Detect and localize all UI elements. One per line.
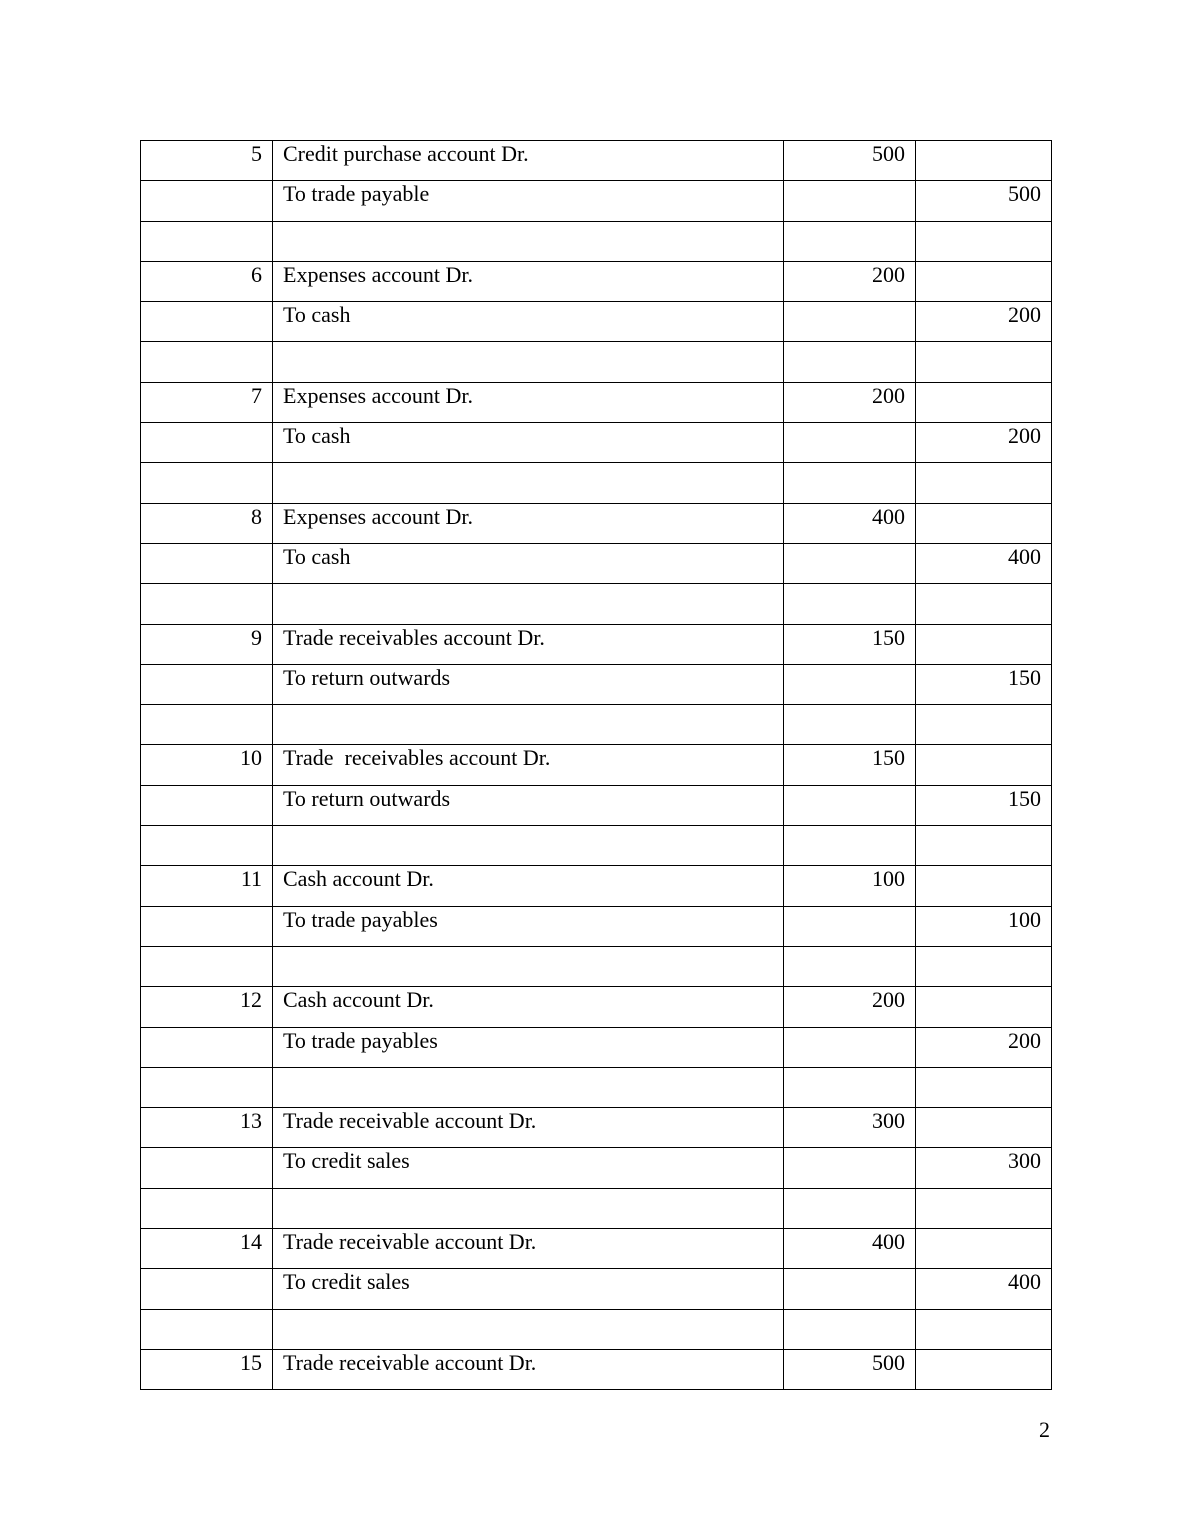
credit-amount-cell (916, 261, 1052, 301)
table-row (141, 866, 1052, 906)
particulars-cell (273, 221, 784, 261)
debit-amount-cell (784, 705, 916, 745)
table-row (141, 463, 1052, 503)
entry-number-cell (141, 1027, 273, 1067)
table-row (141, 503, 1052, 543)
credit-amount-cell (916, 1229, 1052, 1269)
particulars-cell: To return outwards (273, 785, 784, 825)
credit-amount-cell: 200 (916, 1027, 1052, 1067)
table-row (141, 584, 1052, 624)
particulars-cell: To trade payable (273, 181, 784, 221)
entry-number-cell (141, 584, 273, 624)
particulars-cell: To credit sales (273, 1269, 784, 1309)
credit-amount-cell (916, 1108, 1052, 1148)
table-row (141, 946, 1052, 986)
table-row (141, 543, 1052, 583)
table-row (141, 705, 1052, 745)
particulars-cell (273, 1188, 784, 1228)
entry-number-cell (141, 906, 273, 946)
credit-amount-cell: 150 (916, 785, 1052, 825)
table-row (141, 745, 1052, 785)
table-row (141, 423, 1052, 463)
debit-amount-cell (784, 463, 916, 503)
entry-number-cell (141, 1269, 273, 1309)
credit-amount-cell: 400 (916, 543, 1052, 583)
entry-number-cell: 8 (141, 503, 273, 543)
debit-amount-cell: 150 (784, 624, 916, 664)
table-row (141, 1067, 1052, 1107)
table-row (141, 664, 1052, 704)
particulars-cell: Trade receivable account Dr. (273, 1229, 784, 1269)
particulars-cell: Expenses account Dr. (273, 261, 784, 301)
particulars-cell: Expenses account Dr. (273, 382, 784, 422)
entry-number-cell (141, 463, 273, 503)
debit-amount-cell: 300 (784, 1108, 916, 1148)
entry-number-cell (141, 705, 273, 745)
particulars-cell: To credit sales (273, 1148, 784, 1188)
particulars-cell (273, 946, 784, 986)
entry-number-cell (141, 664, 273, 704)
particulars-cell (273, 342, 784, 382)
debit-amount-cell (784, 664, 916, 704)
table-row (141, 382, 1052, 422)
entry-number-cell: 14 (141, 1229, 273, 1269)
debit-amount-cell (784, 826, 916, 866)
debit-amount-cell (784, 1269, 916, 1309)
page-number: 2 (1039, 1417, 1050, 1442)
table-row (141, 342, 1052, 382)
credit-amount-cell (916, 584, 1052, 624)
debit-amount-cell: 150 (784, 745, 916, 785)
entry-number-cell: 5 (141, 141, 273, 181)
table-row (141, 181, 1052, 221)
debit-amount-cell (784, 221, 916, 261)
debit-amount-cell (784, 302, 916, 342)
table-row (141, 1108, 1052, 1148)
credit-amount-cell (916, 141, 1052, 181)
credit-amount-cell (916, 705, 1052, 745)
particulars-cell: Trade receivable account Dr. (273, 1349, 784, 1389)
table-row (141, 785, 1052, 825)
entry-number-cell: 7 (141, 382, 273, 422)
credit-amount-cell (916, 987, 1052, 1027)
entry-number-cell (141, 1067, 273, 1107)
table-row (141, 1349, 1052, 1389)
entry-number-cell (141, 1148, 273, 1188)
particulars-cell: To cash (273, 302, 784, 342)
debit-amount-cell: 500 (784, 1349, 916, 1389)
debit-amount-cell (784, 543, 916, 583)
entry-number-cell (141, 826, 273, 866)
particulars-cell: To cash (273, 543, 784, 583)
debit-amount-cell (784, 584, 916, 624)
debit-amount-cell (784, 1067, 916, 1107)
debit-amount-cell (784, 946, 916, 986)
entry-number-cell (141, 342, 273, 382)
table-row (141, 1309, 1052, 1349)
debit-amount-cell (784, 906, 916, 946)
table-row (141, 261, 1052, 301)
credit-amount-cell (916, 1188, 1052, 1228)
credit-amount-cell: 400 (916, 1269, 1052, 1309)
entry-number-cell (141, 423, 273, 463)
entry-number-cell (141, 785, 273, 825)
table-row (141, 1229, 1052, 1269)
table-row (141, 302, 1052, 342)
particulars-cell: Cash account Dr. (273, 866, 784, 906)
entry-number-cell (141, 543, 273, 583)
debit-amount-cell (784, 1027, 916, 1067)
credit-amount-cell (916, 745, 1052, 785)
table-row (141, 141, 1052, 181)
debit-amount-cell: 200 (784, 261, 916, 301)
journal-table-body (141, 141, 1052, 1390)
particulars-cell (273, 463, 784, 503)
particulars-cell: Trade receivable account Dr. (273, 1108, 784, 1148)
credit-amount-cell (916, 946, 1052, 986)
entry-number-cell: 9 (141, 624, 273, 664)
credit-amount-cell: 150 (916, 664, 1052, 704)
table-row (141, 987, 1052, 1027)
debit-amount-cell (784, 1188, 916, 1228)
debit-amount-cell (784, 1309, 916, 1349)
table-row (141, 906, 1052, 946)
particulars-cell: Credit purchase account Dr. (273, 141, 784, 181)
particulars-cell: To cash (273, 423, 784, 463)
debit-amount-cell: 200 (784, 987, 916, 1027)
credit-amount-cell: 500 (916, 181, 1052, 221)
credit-amount-cell (916, 382, 1052, 422)
particulars-cell: To trade payables (273, 1027, 784, 1067)
credit-amount-cell (916, 221, 1052, 261)
table-row (141, 221, 1052, 261)
entry-number-cell: 15 (141, 1349, 273, 1389)
particulars-cell (273, 1309, 784, 1349)
entry-number-cell: 10 (141, 745, 273, 785)
credit-amount-cell: 200 (916, 423, 1052, 463)
particulars-cell (273, 1067, 784, 1107)
entry-number-cell (141, 1188, 273, 1228)
debit-amount-cell (784, 342, 916, 382)
table-row (141, 1188, 1052, 1228)
table-row (141, 826, 1052, 866)
table-row (141, 1269, 1052, 1309)
credit-amount-cell (916, 826, 1052, 866)
journal-table (140, 140, 1052, 1390)
credit-amount-cell (916, 1349, 1052, 1389)
credit-amount-cell (916, 503, 1052, 543)
particulars-cell: Trade receivables account Dr. (273, 624, 784, 664)
particulars-cell: To trade payables (273, 906, 784, 946)
credit-amount-cell: 100 (916, 906, 1052, 946)
table-row (141, 624, 1052, 664)
entry-number-cell: 12 (141, 987, 273, 1027)
credit-amount-cell (916, 463, 1052, 503)
particulars-cell: Expenses account Dr. (273, 503, 784, 543)
credit-amount-cell (916, 1309, 1052, 1349)
particulars-cell (273, 705, 784, 745)
debit-amount-cell (784, 423, 916, 463)
debit-amount-cell: 100 (784, 866, 916, 906)
credit-amount-cell (916, 342, 1052, 382)
entry-number-cell: 13 (141, 1108, 273, 1148)
entry-number-cell: 11 (141, 866, 273, 906)
credit-amount-cell: 300 (916, 1148, 1052, 1188)
entry-number-cell: 6 (141, 261, 273, 301)
credit-amount-cell: 200 (916, 302, 1052, 342)
particulars-cell: To return outwards (273, 664, 784, 704)
particulars-cell (273, 826, 784, 866)
entry-number-cell (141, 181, 273, 221)
credit-amount-cell (916, 624, 1052, 664)
particulars-cell (273, 584, 784, 624)
entry-number-cell (141, 1309, 273, 1349)
credit-amount-cell (916, 866, 1052, 906)
entry-number-cell (141, 302, 273, 342)
entry-number-cell (141, 946, 273, 986)
debit-amount-cell: 500 (784, 141, 916, 181)
particulars-cell: Cash account Dr. (273, 987, 784, 1027)
table-row (141, 1027, 1052, 1067)
debit-amount-cell (784, 1148, 916, 1188)
particulars-cell: Trade receivables account Dr. (273, 745, 784, 785)
debit-amount-cell: 400 (784, 1229, 916, 1269)
debit-amount-cell: 400 (784, 503, 916, 543)
table-row (141, 1148, 1052, 1188)
credit-amount-cell (916, 1067, 1052, 1107)
debit-amount-cell (784, 181, 916, 221)
entry-number-cell (141, 221, 273, 261)
debit-amount-cell (784, 785, 916, 825)
debit-amount-cell: 200 (784, 382, 916, 422)
